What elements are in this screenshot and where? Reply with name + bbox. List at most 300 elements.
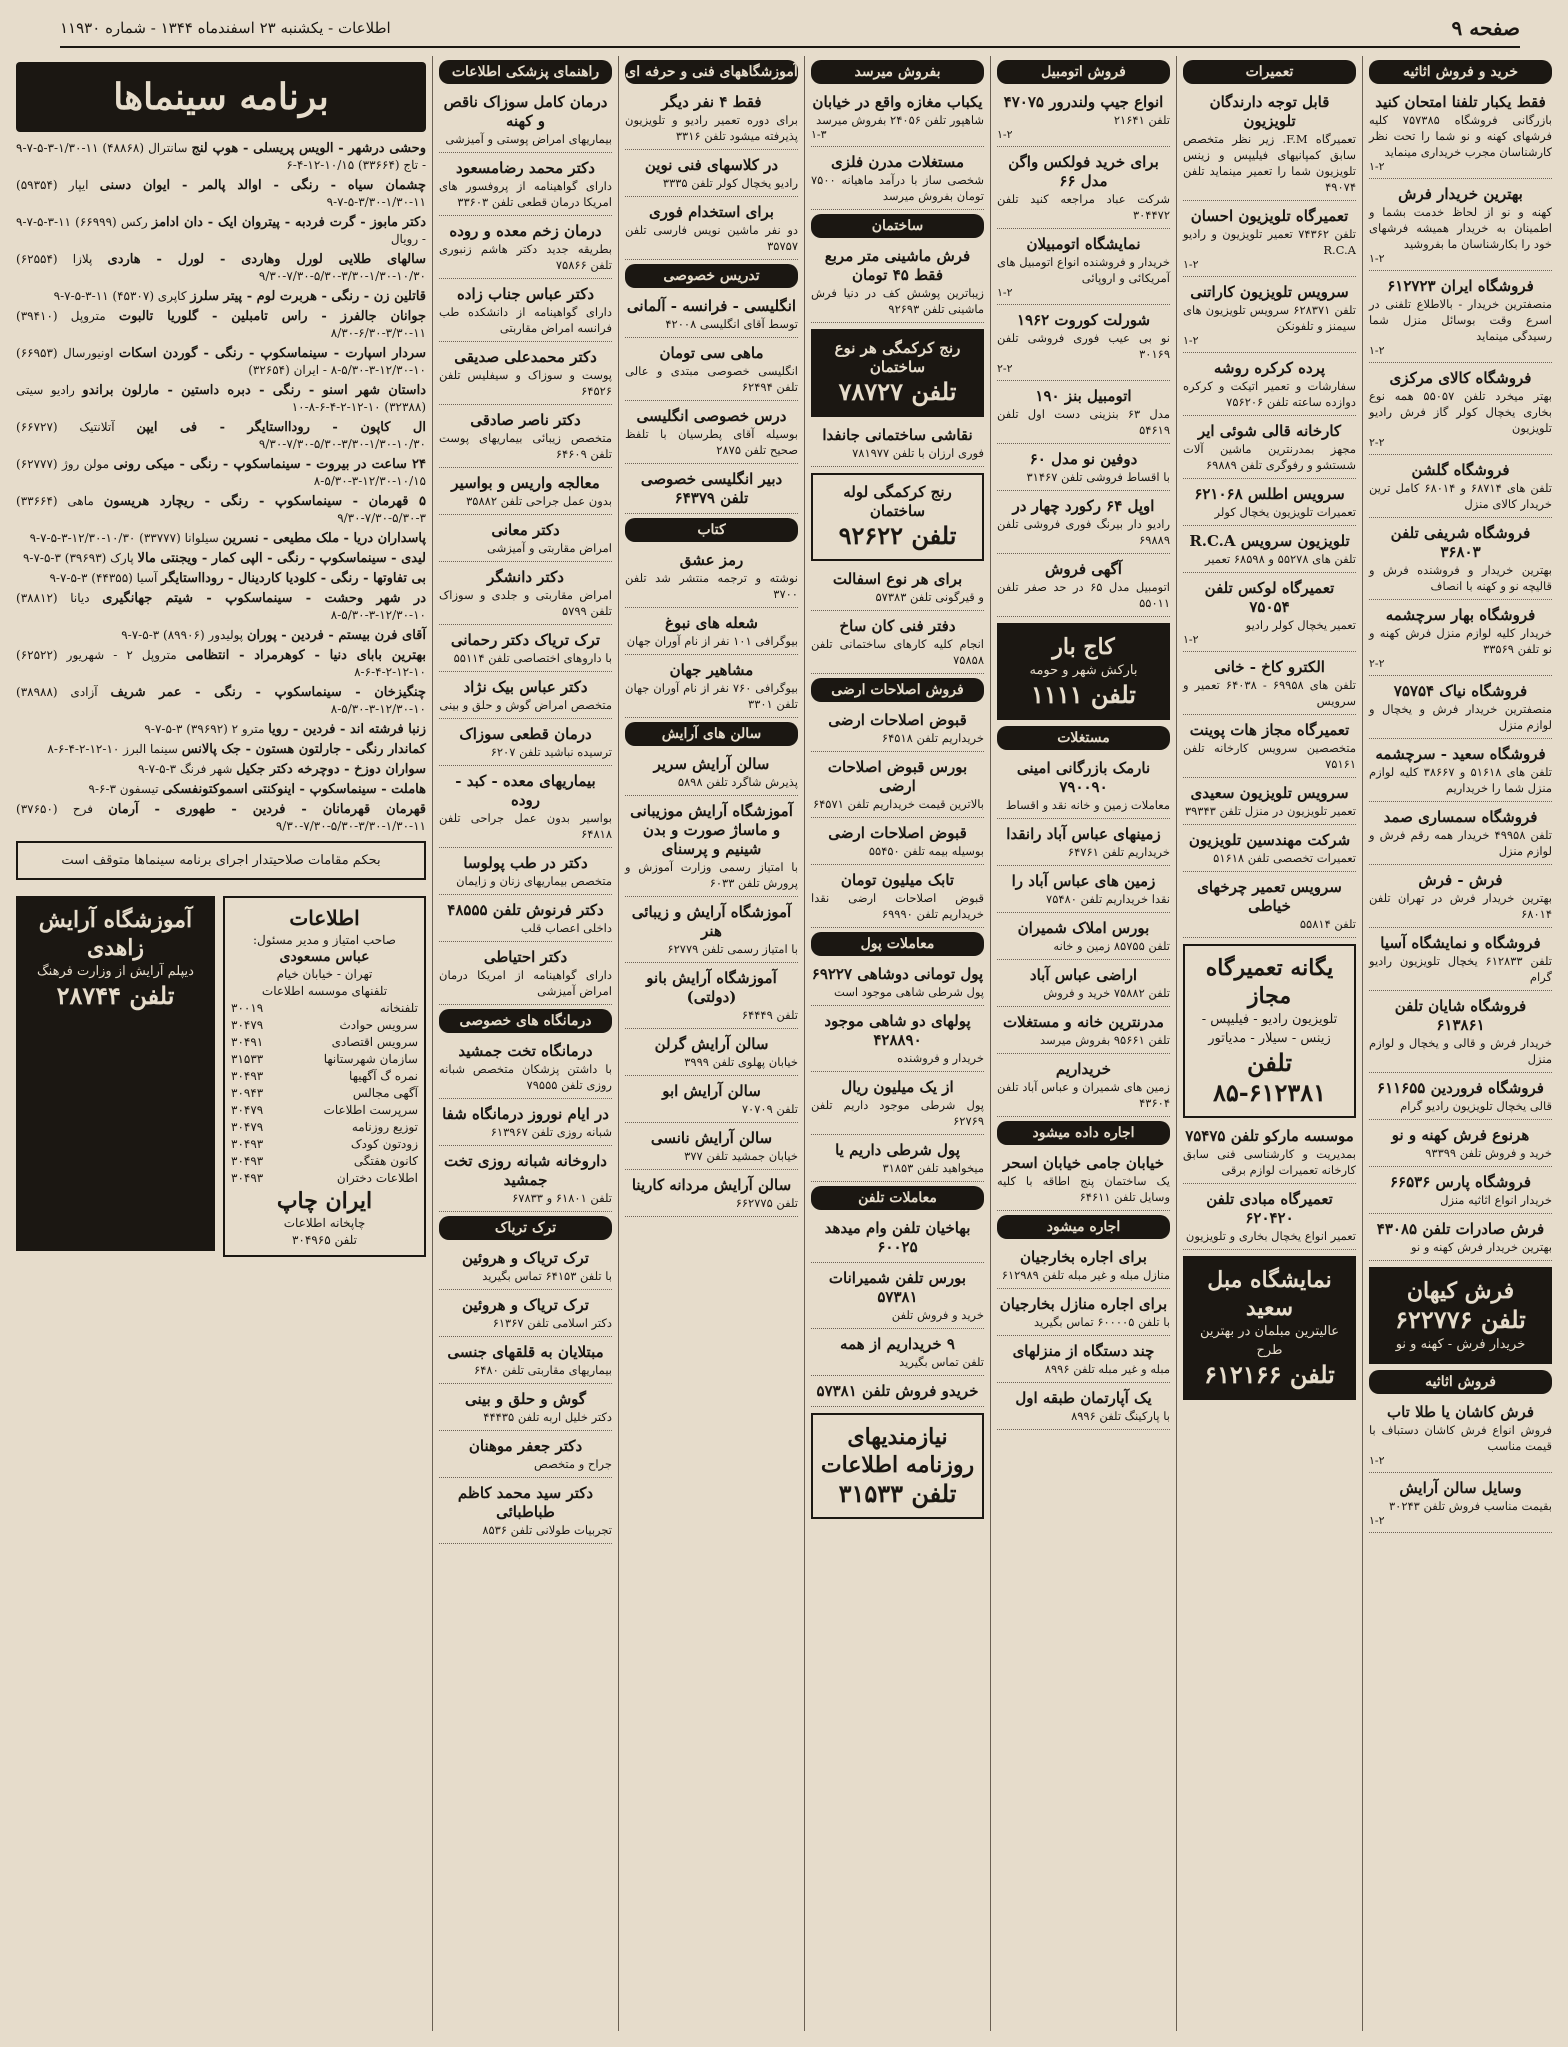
ad-body: معاملات زمین و خانه نقد و اقساط	[1005, 798, 1170, 812]
ad-list	[997, 756, 1170, 1117]
cinema-listing	[16, 550, 426, 567]
classified-ad	[1369, 521, 1552, 600]
classified-ad	[439, 408, 612, 468]
film-title: چشمان سیاه - رنگی - اوالد پالمر - ایوان دسنی	[99, 178, 426, 193]
classified-ad	[997, 1292, 1170, 1336]
ad-title: تعمیرگاه مبادی تلفن ۶۲۰۴۲۰	[1206, 1190, 1333, 1227]
directory-label: کانون هفتگی	[353, 1154, 418, 1168]
classified-ad	[1369, 931, 1552, 991]
ad-list	[811, 1216, 984, 1407]
ad-list	[625, 752, 798, 1217]
owner-name: عباس مسعودی	[279, 949, 370, 965]
cinema-listing	[16, 627, 426, 644]
ad-body: پذیرش شاگرد تلفن ۵۸۹۸	[677, 775, 798, 789]
ad-body: بالاترین قیمت خریداریم تلفن ۶۴۵۷۱	[812, 797, 984, 811]
ad-title: گوش و حلق و بینی	[464, 1390, 587, 1408]
ad-body: تلفن ۶۱۲۸۳۳ یخچال تلویزیون رادیو گرام	[1369, 954, 1552, 984]
ad-title: فروشگاه سمساری صمد	[1383, 808, 1538, 826]
classified-ad	[439, 1481, 612, 1544]
ad-body: شاهپور تلفن ۲۴۰۵۶ بفروش میرسد	[816, 113, 984, 127]
ad-list	[439, 90, 612, 1005]
ad-body: خیابان جمشید تلفن ۳۷۷	[684, 1149, 798, 1163]
ad-title: تعمیرگاه لوکس تلفن ۷۵۰۵۴	[1204, 579, 1335, 616]
ad-body: بوسیله بیمه تلفن ۵۵۴۵۰	[868, 844, 984, 858]
film-title: ۲۴ ساعت در بیروت - سینماسکوپ - رنگی - میکی رونی	[113, 457, 426, 472]
ad-title: تعمیرگاه مجاز هات پوینت	[1189, 721, 1350, 739]
ad-body: خریدار و فروشنده	[897, 1051, 984, 1065]
classified-ad	[1183, 529, 1356, 573]
ad-title: بورس تلفن شمیرانات ۵۷۳۸۱	[828, 1269, 967, 1306]
box-phone: تلفن ۶۱۲۳۸۱-۸۵	[1212, 1048, 1327, 1107]
ad-title: فروشگاه پارس ۶۶۵۳۶	[1389, 1173, 1531, 1191]
ad-title: فرش کاشان یا طلا تاب	[1386, 1403, 1534, 1421]
classified-ad	[625, 153, 798, 197]
directory-label: آگهی مجالس	[352, 1086, 418, 1100]
ad-ref: ۱-۲	[1369, 344, 1385, 357]
ad-title: فرش صادرات تلفن ۴۳۰۸۵	[1376, 1220, 1545, 1238]
directory-row	[231, 1102, 418, 1119]
ad-title: آگهی فروش	[1045, 560, 1122, 578]
kayhan-carpet-box	[1369, 1267, 1552, 1364]
ad-body: با امتیاز رسمی تلفن ۶۲۷۷۹	[667, 942, 798, 956]
cinema-listing	[16, 590, 426, 624]
classified-ad	[439, 1293, 612, 1337]
ad-title: نقاشی ساختمانی جانفدا	[822, 426, 973, 444]
ad-body: خرید و فروش تلفن	[891, 1308, 984, 1322]
ad-body: تلفن ۶۴۴۴۹	[741, 1008, 798, 1022]
ad-body: تلفن ۷۴۳۶۲ تعمیر تلویزیون و رادیو R.C.A	[1183, 227, 1356, 257]
ad-title: فروشگاه شایان تلفن ۶۱۳۸۶۱	[1394, 997, 1527, 1034]
box-phone: تلفن ۲۸۷۴۴	[56, 981, 175, 1010]
ad-body: نو بی عیب فوری فروشی تلفن ۳۰۱۶۹	[997, 331, 1170, 361]
film-showtimes: شهر فرنگ ۳-۵-۷-۹	[138, 762, 233, 776]
ad-ref: ۱-۲	[997, 286, 1013, 299]
ad-title: فروشگاه گلشن	[1411, 461, 1510, 479]
classified-ad	[1183, 576, 1356, 652]
directory-row	[231, 1085, 418, 1102]
ad-title: مشاهیر جهان	[669, 661, 754, 679]
ad-body: تعمیر انواع یخچال بخاری و تلویزیون	[1185, 1229, 1356, 1243]
ad-body: رادیو دار بیرنگ فوری فروشی تلفن ۶۹۸۸۹	[997, 517, 1170, 547]
film-title: جوانان جالفرز - راس تامبلین - گلوریا تالبوت	[118, 309, 426, 324]
classified-ad	[997, 1339, 1170, 1383]
ad-ref: ۱-۲	[1183, 633, 1199, 646]
ad-list	[997, 1245, 1170, 1430]
film-showtimes: مترو ۲ (۳۹۶۹۲) ۳-۵-۷-۹	[144, 722, 265, 736]
classified-ad	[439, 565, 612, 625]
ad-body: خیابان پهلوی تلفن ۳۹۹۹	[684, 1055, 798, 1069]
ad-title: پرده کرکره روشه	[1213, 359, 1326, 377]
ad-title: نارمک بازرگانی امینی ۷۹۰۰۹۰	[1016, 759, 1151, 796]
ad-list	[1369, 1400, 1552, 1533]
ad-list	[1183, 90, 1356, 938]
ad-list	[997, 90, 1170, 617]
ad-body: نوشته و ترجمه منتشر شد تلفن ۳۷۰۰	[625, 571, 798, 601]
ad-title: بیماریهای معده - کبد - روده	[455, 772, 596, 809]
ad-title: پولهای دو شاهی موجود ۴۲۸۸۹۰	[824, 1012, 971, 1049]
ad-title: بهترین خریدار فرش	[1398, 185, 1523, 203]
print-phone: تلفن ۳۰۴۹۶۵	[291, 1233, 357, 1247]
ad-body: پول شرطی شاهی موجود است	[833, 985, 984, 999]
ad-title: سرویس تلویزیون کاراتنی	[1190, 283, 1349, 301]
classified-ad	[997, 90, 1170, 147]
ad-list	[439, 1246, 612, 1544]
ad-title: فروشگاه ایران ۶۱۲۷۲۳	[1387, 277, 1534, 295]
ad-body: تلفن ۶۲۸۳۷۱ سرویس تلویزیون های سیمنز و تلفونکن	[1183, 303, 1356, 333]
section-header: آموزشگاههای فنی و حرفه ای	[625, 60, 798, 84]
film-title: قهرمان قهرمانان - فردین - طهوری - آرمان	[108, 802, 426, 817]
column-sales-building	[804, 56, 990, 2031]
film-showtimes: پولیدور (۸۹۹۰۶) ۳-۵-۷-۹	[121, 628, 244, 642]
directory-number: ۳۰۴۹۳	[231, 1154, 264, 1168]
issue-line: اطلاعات - یکشنبه ۲۳ اسفندماه ۱۳۴۴ - شماره ۱۱۹۳۰	[60, 19, 391, 37]
directory-label: سازمان شهرستانها	[323, 1052, 418, 1066]
film-showtimes: پارک (۳۹۶۹۳) ۳-۵-۷-۹	[22, 551, 134, 565]
ad-body: رادیو یخچال کولر تلفن ۳۳۳۵	[662, 176, 798, 190]
ad-body: بهترین خریدار فرش در تهران تلفن ۶۸۰۱۴	[1369, 891, 1552, 921]
directory-label: سرویس حوادث	[339, 1018, 418, 1032]
ad-body: بیوگرافی ۷۶۰ نفر از نام آوران جهان تلفن ۳۳۰۱	[625, 681, 799, 711]
classified-ad	[439, 471, 612, 515]
cinema-listing	[16, 761, 426, 778]
film-showtimes: سیلوانا (۳۳۷۷۷) ۱۰/۳۰-۱۲/۳۰-۳-۵-۷-۹	[29, 531, 219, 545]
ad-body: تلفن ۵۵۸۱۴	[1299, 917, 1356, 931]
section-header: فروش اثاثیه	[1369, 1370, 1552, 1394]
cinema-listing	[16, 288, 426, 305]
ad-title: دکتر جعفر موهنان	[468, 1437, 583, 1455]
classified-ad	[439, 1039, 612, 1099]
ad-title: خریدو فروش تلفن ۵۷۳۸۱	[816, 1382, 979, 1400]
ad-list	[811, 567, 984, 674]
classified-ad	[997, 1245, 1170, 1289]
classified-ad	[1183, 419, 1356, 479]
classified-ad	[1183, 280, 1356, 353]
directory-row	[231, 1051, 418, 1068]
classified-ad	[439, 282, 612, 342]
film-showtimes: رادیو سیتی (۳۲۳۸۸) ۱۰-۱۲-۲-۴-۶-۸-۱۰	[16, 383, 426, 414]
film-showtimes: مولن روژ (۶۲۷۷۷) ۱۰/۱۵-۱۲/۳۰-۳-۵/۳۰-۸	[16, 457, 426, 488]
directory-label: نمره گ آگهیها	[349, 1069, 418, 1083]
classified-ad	[1183, 1187, 1356, 1250]
column-medical	[432, 56, 618, 2031]
ad-title: تابک میلیون تومان	[840, 871, 955, 889]
box-line: دیپلم آرایش از وزارت فرهنگ	[37, 964, 194, 979]
ad-body: با اقساط فروشی تلفن ۳۱۴۶۷	[1026, 470, 1170, 484]
cinema-listing	[16, 419, 426, 453]
ad-title: آموزشگاه آرایش بانو (دولتی)	[646, 969, 777, 1006]
classified-ad	[1369, 274, 1552, 363]
ad-title: فروشگاه شریفی تلفن ۳۶۸۰۳	[1390, 524, 1531, 561]
ad-title: دکتر محمدعلی صدیقی	[454, 348, 597, 366]
film-showtimes: فرح (۳۷۶۵۰) ۱۱-۱/۳۰-۳/۳۰-۵/۳۰-۷/۳۰-۹/۳۰	[16, 802, 426, 833]
classified-ad	[997, 869, 1170, 913]
ad-ref: ۱-۲	[1369, 1454, 1385, 1467]
ad-body: مبله و غیر مبله تلفن ۸۹۹۶	[1044, 1362, 1170, 1376]
ad-body: خریدار کلیه لوازم منزل فرش کهنه و نو تلفن ۳۳۵۶۹	[1369, 626, 1552, 656]
film-title: آقای فرن بیستم - فردین - پوران	[246, 628, 426, 643]
ad-body: خریدار و فروشنده انواع اتومبیل های آمریکائی و اروپائی	[997, 255, 1170, 285]
box-title: نیازمندیهای روزنامه اطلاعات	[820, 1424, 975, 1478]
box-phone: تلفن ۶۲۲۷۷۶	[1395, 1305, 1526, 1334]
column-repairs	[1176, 56, 1362, 2031]
ad-body: با امتیاز رسمی وزارت آموزش و پرورش تلفن ۶۰۳۳	[625, 860, 798, 890]
classified-ad	[1369, 458, 1552, 518]
film-showtimes: متروپل (۳۹۴۱۰) ۱۱-۳/۳۰-۶/۳۰-۸/۳۰	[16, 309, 426, 340]
ad-body: تلفن ۶۱۸۰۱ و ۶۷۸۳۳	[512, 1191, 612, 1205]
section-header: سالن های آرایش	[625, 722, 798, 746]
masthead	[223, 896, 426, 1257]
ad-title: انواع جیپ ولندرور ۴۷۰۷۵	[1003, 93, 1164, 111]
ad-title: داروخانه شبانه روزی تخت جمشید	[443, 1152, 607, 1189]
ad-body: خریداریم تلفن ۶۴۷۶۱	[1067, 845, 1170, 859]
classified-ad	[1183, 356, 1356, 416]
directory-row	[231, 1068, 418, 1085]
film-title: سالهای طلایی لورل وهاردی - لورل - هاردی	[107, 252, 426, 267]
section-header: مستغلات	[997, 726, 1170, 750]
ad-body: بهترین خریدار فرش کهنه و نو	[1411, 1240, 1552, 1254]
ad-body: و قیرگونی تلفن ۵۷۳۸۳	[875, 590, 984, 604]
directory-label: اطلاعات دختران	[336, 1171, 418, 1185]
print-title: ایران چاپ	[276, 1188, 373, 1214]
ad-body: خرید و فروش تلفن ۹۳۳۹۹	[1425, 1146, 1552, 1160]
box-title: رنج کرکمگی لوله ساختمان	[843, 483, 952, 520]
classified-ad	[439, 1246, 612, 1290]
ad-body: فروش انواع فرش کاشان دستباف با قیمت مناسب	[1369, 1423, 1552, 1453]
ad-body: منصفترین خریدار فرش و یخچال و لوازم منزل	[1369, 702, 1552, 732]
film-title: ال کاپون - رودااستایگر - فی ایپن	[136, 420, 426, 435]
column-education-salons	[618, 56, 804, 2031]
classified-ad	[439, 518, 612, 562]
ad-body: بیوگرافی ۱۰۱ نفر از نام آوران جهان	[626, 634, 798, 648]
classified-ad	[625, 404, 798, 464]
ad-title: دکتر در طب پولوسا	[463, 854, 588, 872]
ad-body: انجام کلیه کارهای ساختمانی تلفن ۷۵۸۵۸	[811, 637, 984, 667]
print-line: چاپخانه اطلاعات	[283, 1216, 366, 1230]
ad-body: دکتر اسلامی تلفن ۶۱۳۶۷	[492, 1316, 612, 1330]
film-showtimes: سینما البرز ۱۰-۱۲-۲-۴-۶-۸	[47, 742, 178, 756]
film-title: هاملت - سینماسکوپ - اینوکنتی اسموکتونفسکی	[162, 782, 426, 797]
ad-title: الکترو کاخ - خانی	[1214, 658, 1325, 676]
classified-ad	[1369, 1170, 1552, 1214]
box-phone: تلفن ۶۱۲۱۶۶	[1204, 1360, 1335, 1389]
notice-text: بحکم مقامات صلاحیتدار اجرای برنامه سینماها متوقف است	[61, 853, 381, 868]
ad-title: وسایل سالن آرایش	[1399, 1479, 1522, 1497]
ad-title: موسسه مارکو تلفن ۷۵۴۷۵	[1185, 1127, 1354, 1145]
ad-title: پول تومانی دوشاهی ۶۹۲۲۷	[811, 965, 984, 983]
ad-list	[811, 708, 984, 928]
ad-body: پوست و سوزاک و سیفلیس تلفن ۶۴۵۲۶	[439, 368, 612, 398]
paint-box	[811, 329, 984, 417]
classified-ad	[1183, 482, 1356, 526]
classified-ad	[997, 1151, 1170, 1211]
classified-ad	[439, 722, 612, 766]
pipe-box	[811, 473, 984, 561]
hours: تلفنهای موسسه اطلاعات	[261, 984, 388, 998]
box-title: نمایشگاه مبل سعید	[1207, 1267, 1332, 1321]
section-header: معاملات پول	[811, 932, 984, 956]
cinema-listing	[16, 251, 426, 285]
cinema-list	[16, 140, 426, 835]
film-showtimes: آتلانتیک (۶۶۷۲۷) ۱۰/۳۰-۱/۳۰-۳/۳۰-۵/۳۰-۷/۳۰-۹/۳۰	[16, 420, 426, 451]
classified-ad	[625, 752, 798, 796]
ad-body: بدون عمل جراحی تلفن ۳۵۸۸۲	[466, 494, 612, 508]
ad-list	[997, 1151, 1170, 1211]
ad-title: درمان کامل سوزاک ناقص و کهنه	[443, 93, 608, 130]
ad-body: تلفن ۶۶۲۷۷۵	[735, 1196, 798, 1210]
ad-body: خریدار فرش و قالی و یخچال و لوازم منزل	[1369, 1036, 1552, 1066]
ad-title: سالن آرایش مردانه کارینا	[631, 1176, 792, 1194]
classified-ad	[1369, 1076, 1552, 1120]
classified-ad	[997, 232, 1170, 305]
ad-title: قبوض اصلاحات ارضی	[828, 711, 967, 729]
ad-title: چند دستگاه از منزلهای	[1012, 1342, 1155, 1360]
film-title: دکتر مابوز - گرت فردبه - پیتروان ایک - دان ادامز	[151, 215, 426, 230]
ad-body: تلفن ۷۰۷۰۹	[741, 1102, 798, 1116]
classified-ad	[625, 1126, 798, 1170]
ad-title: دکتر فرنوش تلفن ۴۸۵۵۵	[447, 901, 604, 919]
ad-title: برای هر نوع اسفالت	[832, 570, 963, 588]
classified-ad	[439, 90, 612, 153]
film-showtimes: تیسفون ۳-۶-۹	[88, 782, 159, 796]
ad-body: بقیمت مناسب فروش تلفن ۳۰۲۴۳	[1388, 1499, 1552, 1513]
section-header: فروش اصلاحات ارضی	[811, 678, 984, 702]
ad-title: سالن آرایش ابو	[662, 1082, 761, 1100]
ad-body: دکتر خلیل اربه تلفن ۴۴۴۳۵	[483, 1410, 612, 1424]
ad-title: نمایشگاه اتومبیلان	[1026, 235, 1141, 253]
classified-ad	[625, 1032, 798, 1076]
classified-ad	[811, 1216, 984, 1263]
ad-ref: ۱-۲	[1369, 252, 1385, 265]
classified-ad	[811, 1138, 984, 1182]
cinema-listing	[16, 684, 426, 718]
film-title: چنگیزخان - سینماسکوپ - رنگی - عمر شریف	[110, 685, 426, 700]
column-cinema	[10, 56, 432, 2031]
ad-body: تجربیات طولانی تلفن ۸۵۳۶	[482, 1523, 612, 1537]
ad-body: تعمیرات تلویزیون یخچال کولر	[1214, 505, 1356, 519]
cinema-listing	[16, 801, 426, 835]
cinema-listing	[16, 493, 426, 527]
box-title: کاج بار	[1052, 634, 1115, 660]
ad-title: بورس املاک شمیران	[1017, 919, 1150, 937]
ad-ref: ۱-۲	[997, 128, 1013, 141]
classified-ad	[811, 1009, 984, 1072]
directory-label: توزیع روزنامه	[351, 1120, 418, 1134]
classified-ad	[1183, 655, 1356, 715]
classified-ad	[439, 1340, 612, 1384]
ad-body: تلفن ۹۵۶۶۱ بفروش میرسد	[1039, 1033, 1170, 1047]
ad-body: داخلی اعصاب قلب	[520, 921, 612, 935]
ad-title: در کلاسهای فنی نوین	[644, 156, 779, 174]
ad-title: دکتر محمد رضامسعود	[456, 159, 595, 177]
directory-number: ۳۰۴۷۹	[231, 1103, 264, 1117]
ad-body: بازرگانی فروشگاه ۷۵۷۳۸۵ کلیه فرشهای کهنه و نو شما را تحت نظر کارشناسان مجرب خریداری مینماید	[1369, 113, 1552, 159]
classified-ad	[811, 821, 984, 865]
directory-row	[231, 1017, 418, 1034]
ad-title: شعله های نبوغ	[665, 614, 758, 632]
film-title: ۵ قهرمان - سینماسکوپ - رنگی - ریچارد هریسون	[103, 494, 426, 509]
section-header: درمانگاه های خصوصی	[439, 1009, 612, 1033]
ad-body: تلفن های ۶۸۷۱۴ و ۶۸۰۱۴ کامل ترین خریدار کالای منزل	[1369, 481, 1552, 511]
ad-body: تعمیر تلویزیون در منزل تلفن ۳۹۳۴۳	[1184, 804, 1356, 818]
section-header: اجاره داده میشود	[997, 1121, 1170, 1145]
classified-ad	[811, 1379, 984, 1407]
section-header: تعمیرات	[1183, 60, 1356, 84]
classified-ad	[997, 447, 1170, 491]
classified-ad	[997, 822, 1170, 866]
classified-ad	[439, 675, 612, 719]
ad-body: تلفن ۸۵۷۵۵ زمین و خانه	[1053, 939, 1170, 953]
ad-body: دارای گواهینامه از امریکا درمان امراض آمیزشی	[439, 968, 612, 998]
ad-title: درس خصوصی انگلیسی	[636, 407, 787, 425]
ad-title: قابل توجه دارندگان تلویزیون	[1209, 93, 1330, 130]
film-showtimes: کاپری (۴۵۳۰۷) ۱۱-۳-۵-۷-۹	[53, 289, 187, 303]
film-showtimes: ماهی (۳۳۶۶۴) ۳-۵/۳۰-۷/۳۰-۹/۳۰	[16, 494, 426, 525]
directory-number: ۳۰۹۴۳	[231, 1086, 264, 1100]
classified-ad	[625, 90, 798, 150]
ad-ref: ۱-۲	[1369, 1514, 1385, 1527]
classified-ad	[997, 557, 1170, 617]
film-title: سردار اسپارت - سینماسکوپ - رنگی - گوردن اسکات	[118, 346, 426, 361]
ad-title: سرویس تعمیر چرخهای خیاطی	[1197, 878, 1342, 915]
classified-ad	[1369, 1217, 1552, 1261]
ad-body: امراض مقاربتی و جلدی و سوزاک تلفن ۵۷۹۹	[439, 588, 612, 618]
ad-title: سرویس اطلس ۶۲۱۰۶۸	[1194, 485, 1345, 503]
ad-body: مجهز بمدرنترین ماشین آلات شستشو و رفوگری تلفن ۶۹۸۸۹	[1183, 442, 1356, 472]
ad-title: شرکت مهندسین تلویزیون	[1188, 831, 1351, 849]
ad-body: بوسیله آقای پطرسیان با تلفظ صحیح تلفن ۲۸۷۵	[625, 427, 798, 457]
ad-title: اوپل ۶۴ رکورد چهار در	[1012, 497, 1155, 515]
classified-ad	[439, 628, 612, 672]
film-title: کماندار رنگی - جارلتون هستون - جک پالانس	[181, 742, 426, 757]
classified-ad	[1369, 1123, 1552, 1167]
classified-ad	[997, 756, 1170, 819]
ad-title: دکتر دانشگر	[487, 568, 564, 586]
ad-body: فوری ارزان با تلفن ۷۸۱۹۷۷	[852, 446, 984, 460]
box-line: خریدار فرش - کهنه و نو	[1395, 1337, 1526, 1352]
ad-body: منازل مبله و غیر مبله تلفن ۶۱۲۹۸۹	[1001, 1268, 1170, 1282]
film-title: پاسداران دریا - ملک مطیعی - نسرین	[222, 531, 426, 546]
ad-body: شرکت عباد مراجعه کنید تلفن ۳۰۴۴۷۲	[997, 192, 1170, 222]
directory-label: تلفنخانه	[379, 1001, 418, 1015]
classified-ad	[1183, 828, 1356, 872]
ad-body: خریدار انواع اثاثیه منزل	[1440, 1193, 1552, 1207]
classified-ad	[1183, 781, 1356, 825]
classified-ad	[1369, 1476, 1552, 1533]
classified-ad	[997, 1010, 1170, 1054]
ad-list	[811, 244, 984, 323]
classified-ad	[439, 898, 612, 942]
ad-body: دارای گواهینامه از پروفسور های امریکا درمان قطعی تلفن ۳۳۶۰۳	[439, 179, 612, 209]
ad-list	[1369, 90, 1552, 1261]
classified-ad	[1369, 805, 1552, 865]
ad-title: برای اجاره بخارجیان	[1020, 1248, 1147, 1266]
ad-title: برای استخدام فوری	[649, 203, 774, 221]
directory-number: ۳۰۴۹۳	[231, 1171, 264, 1185]
ad-ref: ۱-۲	[1369, 160, 1385, 173]
classified-ad	[997, 963, 1170, 1007]
ad-body: نقدا خریداریم تلفن ۷۵۴۸۰	[1046, 892, 1170, 906]
ad-body: تلفن ۷۵۸۸۲ خرید و فروش	[1043, 986, 1170, 1000]
film-title: داستان شهر اسنو - رنگی - دبره داستین - مارلون براندو	[82, 383, 426, 398]
classified-ad	[1369, 603, 1552, 676]
directory-number: ۳۱۵۳۳	[231, 1052, 264, 1066]
ad-title: فرش - فرش	[1418, 871, 1503, 889]
ad-list	[625, 90, 798, 260]
ad-body: تلفن های ۶۹۹۵۸ - ۶۴۰۳۸ تعمیر و سرویس	[1183, 678, 1357, 708]
classified-ad	[439, 769, 612, 848]
classified-ad	[1369, 868, 1552, 928]
classified-ad	[625, 611, 798, 655]
